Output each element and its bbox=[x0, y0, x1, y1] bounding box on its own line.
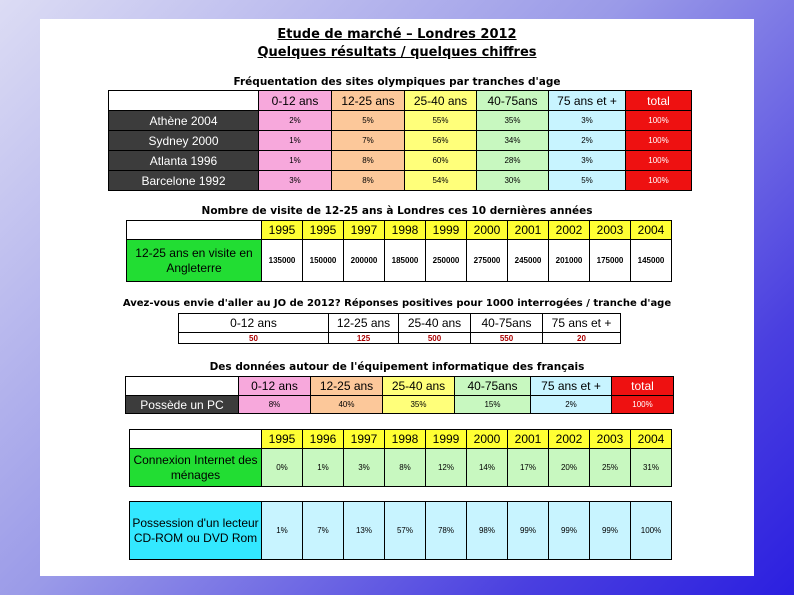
t4-header: 0-12 ans bbox=[239, 377, 311, 396]
t3-header: 12-25 ans bbox=[329, 314, 399, 333]
attendance-table bbox=[108, 90, 692, 191]
t1-cell: 60% bbox=[405, 151, 477, 171]
t1-cell-total: 100% bbox=[626, 171, 692, 191]
t2-heading: Nombre de visite de 12-25 ans à Londres ces 10 dernières années bbox=[201, 205, 593, 217]
t6-cell: 99% bbox=[549, 502, 590, 560]
t2-cell: 201000 bbox=[549, 240, 590, 282]
t1-header: 25-40 ans bbox=[405, 91, 477, 111]
t1-cell: 3% bbox=[549, 151, 626, 171]
t4-cell: 15% bbox=[455, 396, 531, 414]
t2-corner bbox=[127, 221, 262, 240]
t1-heading: Fréquentation des sites olympiques par tranches d'age bbox=[233, 76, 561, 88]
t5-year: 1998 bbox=[385, 430, 426, 449]
t4-cell-total: 100% bbox=[612, 396, 674, 414]
t3-header: 25-40 ans bbox=[399, 314, 471, 333]
t1-cell: 55% bbox=[405, 111, 477, 131]
t5-year: 2000 bbox=[467, 430, 508, 449]
t6-cell: 7% bbox=[303, 502, 344, 560]
t1-cell: 34% bbox=[477, 131, 549, 151]
t5-cell: 8% bbox=[385, 449, 426, 487]
visits-table bbox=[126, 220, 672, 282]
t4-cell: 8% bbox=[239, 396, 311, 414]
t6-cell: 78% bbox=[426, 502, 467, 560]
title-line-1: Etude de marché – Londres 2012 bbox=[277, 27, 517, 42]
t4-heading: Des données autour de l'équipement informatique des français bbox=[209, 361, 585, 373]
t1-row-label: Athène 2004 bbox=[109, 111, 259, 131]
t1-row-label: Atlanta 1996 bbox=[109, 151, 259, 171]
t2-cell: 185000 bbox=[385, 240, 426, 282]
t2-cell: 150000 bbox=[303, 240, 344, 282]
t5-year: 1997 bbox=[344, 430, 385, 449]
t5-row-label: Connexion Internet des ménages bbox=[130, 449, 262, 487]
t2-year: 1999 bbox=[426, 221, 467, 240]
t1-cell-total: 100% bbox=[626, 151, 692, 171]
t2-cell: 275000 bbox=[467, 240, 508, 282]
t4-header: 75 ans et + bbox=[531, 377, 612, 396]
t1-cell: 30% bbox=[477, 171, 549, 191]
t4-header: 25-40 ans bbox=[383, 377, 455, 396]
t5-cell: 31% bbox=[631, 449, 672, 487]
t1-cell: 8% bbox=[332, 171, 405, 191]
slide bbox=[40, 19, 754, 576]
t1-corner bbox=[109, 91, 259, 111]
title-line-2: Quelques résultats / quelques chiffres bbox=[257, 45, 537, 60]
t2-year: 2001 bbox=[508, 221, 549, 240]
t6-cell: 98% bbox=[467, 502, 508, 560]
t1-header: 0-12 ans bbox=[259, 91, 332, 111]
t3-header: 0-12 ans bbox=[179, 314, 329, 333]
t1-cell: 54% bbox=[405, 171, 477, 191]
t2-year: 2004 bbox=[631, 221, 672, 240]
t2-year: 2000 bbox=[467, 221, 508, 240]
t1-cell: 2% bbox=[549, 131, 626, 151]
t1-cell-total: 100% bbox=[626, 131, 692, 151]
t1-cell-total: 100% bbox=[626, 111, 692, 131]
survey-table bbox=[178, 313, 621, 344]
t2-year: 1997 bbox=[344, 221, 385, 240]
t1-header: 40-75ans bbox=[477, 91, 549, 111]
t2-cell: 200000 bbox=[344, 240, 385, 282]
t5-cell: 0% bbox=[262, 449, 303, 487]
t6-cell: 99% bbox=[508, 502, 549, 560]
t6-row-label: Possession d'un lecteur CD-ROM ou DVD Rom bbox=[130, 502, 262, 560]
t2-row-label: 12-25 ans en visite en Angleterre bbox=[127, 240, 262, 282]
t6-cell: 100% bbox=[631, 502, 672, 560]
t2-cell: 245000 bbox=[508, 240, 549, 282]
t5-year: 1996 bbox=[303, 430, 344, 449]
t1-cell: 3% bbox=[259, 171, 332, 191]
t1-cell: 2% bbox=[259, 111, 332, 131]
t3-heading: Avez-vous envie d'aller au JO de 2012? Réponses positives pour 1000 interrogées / tranche d'age bbox=[122, 298, 672, 309]
t1-cell: 28% bbox=[477, 151, 549, 171]
t4-header: 40-75ans bbox=[455, 377, 531, 396]
t2-year: 1998 bbox=[385, 221, 426, 240]
t1-cell: 56% bbox=[405, 131, 477, 151]
t1-header-total: total bbox=[626, 91, 692, 111]
t4-row-label: Possède un PC bbox=[126, 396, 239, 414]
t3-cell: 20 bbox=[543, 333, 621, 344]
t5-cell: 12% bbox=[426, 449, 467, 487]
t3-header: 40-75ans bbox=[471, 314, 543, 333]
cdrom-table bbox=[129, 501, 672, 560]
t5-cell: 1% bbox=[303, 449, 344, 487]
t1-cell: 3% bbox=[549, 111, 626, 131]
t5-cell: 17% bbox=[508, 449, 549, 487]
t1-cell: 35% bbox=[477, 111, 549, 131]
t6-cell: 1% bbox=[262, 502, 303, 560]
t1-header: 75 ans et + bbox=[549, 91, 626, 111]
t4-cell: 40% bbox=[311, 396, 383, 414]
t1-cell: 1% bbox=[259, 151, 332, 171]
t4-header: 12-25 ans bbox=[311, 377, 383, 396]
t5-year: 2004 bbox=[631, 430, 672, 449]
t2-year: 2003 bbox=[590, 221, 631, 240]
t2-year: 2002 bbox=[549, 221, 590, 240]
t3-header: 75 ans et + bbox=[543, 314, 621, 333]
t5-year: 1995 bbox=[262, 430, 303, 449]
t3-cell: 550 bbox=[471, 333, 543, 344]
t1-cell: 7% bbox=[332, 131, 405, 151]
t5-cell: 3% bbox=[344, 449, 385, 487]
t5-year: 2001 bbox=[508, 430, 549, 449]
t4-header-total: total bbox=[612, 377, 674, 396]
internet-table bbox=[129, 429, 672, 487]
t2-cell: 250000 bbox=[426, 240, 467, 282]
t6-cell: 57% bbox=[385, 502, 426, 560]
t2-cell: 145000 bbox=[631, 240, 672, 282]
t4-cell: 35% bbox=[383, 396, 455, 414]
t3-cell: 50 bbox=[179, 333, 329, 344]
t1-cell: 1% bbox=[259, 131, 332, 151]
t5-corner bbox=[130, 430, 262, 449]
t3-cell: 125 bbox=[329, 333, 399, 344]
t2-year: 1995 bbox=[303, 221, 344, 240]
t1-cell: 5% bbox=[549, 171, 626, 191]
t1-cell: 5% bbox=[332, 111, 405, 131]
t5-year: 2002 bbox=[549, 430, 590, 449]
t5-cell: 20% bbox=[549, 449, 590, 487]
t5-year: 2003 bbox=[590, 430, 631, 449]
t2-cell: 175000 bbox=[590, 240, 631, 282]
t4-cell: 2% bbox=[531, 396, 612, 414]
t2-year: 1995 bbox=[262, 221, 303, 240]
t1-header: 12-25 ans bbox=[332, 91, 405, 111]
t5-cell: 14% bbox=[467, 449, 508, 487]
t6-cell: 13% bbox=[344, 502, 385, 560]
t2-cell: 135000 bbox=[262, 240, 303, 282]
t4-corner bbox=[126, 377, 239, 396]
t1-row-label: Sydney 2000 bbox=[109, 131, 259, 151]
t3-cell: 500 bbox=[399, 333, 471, 344]
pc-table bbox=[125, 376, 674, 414]
t5-year: 1999 bbox=[426, 430, 467, 449]
t1-cell: 8% bbox=[332, 151, 405, 171]
t1-row-label: Barcelone 1992 bbox=[109, 171, 259, 191]
t5-cell: 25% bbox=[590, 449, 631, 487]
t6-cell: 99% bbox=[590, 502, 631, 560]
